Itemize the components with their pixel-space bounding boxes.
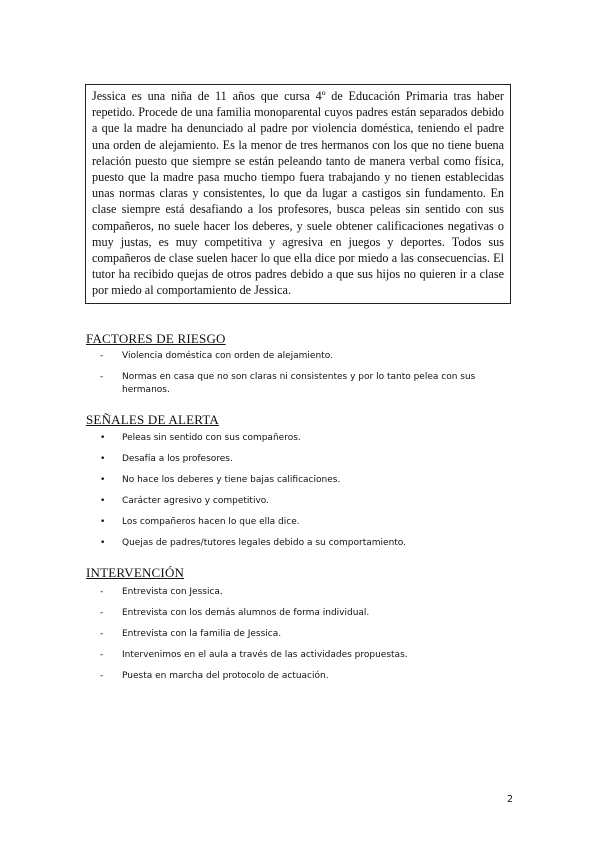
bullet-marker: • (100, 475, 106, 485)
case-description-text: Jessica es una niña de 11 años que cursa 4º de Educación Primaria tras haber repetido. Procede de una familia monoparental cuyos padres están separados debido a que la madre ha denunciado al padre por violencia doméstica, teniendo el padre una orden de alejamiento. Es la menor de tres hermanos con los que no tiene buena relación puesto que siempre se están peleando tanto de manera verbal como física, puesto que la madre pasa mucho tiempo fuera trabajando y no tienen establecidas unas normas claras y consistentes, lo que da lugar a castigos sin fundamento. En clase siempre está desafiando a los profesores, busca peleas sin sentido con sus compañeros, no suele hacer los deberes, y suele obtener calificaciones negativas o muy justas, es muy competitiva y agresiva en juegos y deportes. Todos sus compañeros de clase suelen hacer lo que ella dice por miedo a las consecuencias. El tutor ha recibido quejas de otros padres debido a que sus hijos no quieren ir a clase por miedo al comportamiento de Jessica. (92, 89, 504, 298)
list-item-text: Carácter agresivo y competitivo. (122, 496, 269, 506)
list-item-text: Peleas sin sentido con sus compañeros. (122, 433, 301, 443)
dash-marker: - (100, 650, 104, 660)
list-item (100, 586, 500, 599)
dash-marker: - (100, 587, 104, 597)
list-item (100, 371, 500, 397)
list-item-text: Normas en casa que no son claras ni consistentes y por lo tanto pelea con sus hermanos. (122, 372, 476, 395)
list-item-text: Intervenimos en el aula a través de las actividades propuestas. (122, 650, 408, 660)
case-description-box (85, 84, 511, 304)
list-item (100, 516, 500, 529)
dash-marker: - (100, 671, 104, 681)
list-item (100, 537, 500, 550)
page-number: 2 (507, 794, 514, 805)
intervention-list (100, 586, 500, 683)
list-item (100, 350, 500, 363)
risk-factors-list (100, 350, 500, 397)
list-item (100, 607, 500, 620)
dash-marker: - (100, 629, 104, 639)
bullet-marker: • (100, 433, 106, 443)
list-item-text: Quejas de padres/tutores legales debido a su comportamiento. (122, 538, 407, 548)
dash-marker: - (100, 608, 104, 618)
list-item-text: Entrevista con los demás alumnos de forma individual. (122, 608, 370, 618)
bullet-marker: • (100, 496, 106, 506)
list-item-text: Puesta en marcha del protocolo de actuación. (122, 671, 329, 681)
list-item-text: Entrevista con la familia de Jessica. (122, 629, 282, 639)
risk-factors-heading: FACTORES DE RIESGO (86, 331, 226, 346)
intervention-heading: INTERVENCIÓN (86, 565, 185, 580)
list-item (100, 453, 500, 466)
list-item-text: Entrevista con Jessica. (122, 587, 223, 597)
dash-marker: - (100, 351, 104, 361)
list-item (100, 432, 500, 445)
list-item-text: No hace los deberes y tiene bajas calificaciones. (122, 475, 341, 485)
list-item (100, 649, 500, 662)
list-item (100, 628, 500, 641)
list-item (100, 670, 500, 683)
list-item-text: Desafía a los profesores. (122, 454, 233, 464)
bullet-marker: • (100, 517, 106, 527)
bullet-marker: • (100, 454, 106, 464)
list-item (100, 474, 500, 487)
list-item-text: Los compañeros hacen lo que ella dice. (122, 517, 300, 527)
warning-signs-list (100, 432, 500, 550)
list-item-text: Violencia doméstica con orden de alejamiento. (122, 351, 333, 361)
bullet-marker: • (100, 538, 106, 548)
dash-marker: - (100, 372, 104, 382)
warning-signs-heading: SEÑALES DE ALERTA (86, 412, 220, 427)
list-item (100, 495, 500, 508)
